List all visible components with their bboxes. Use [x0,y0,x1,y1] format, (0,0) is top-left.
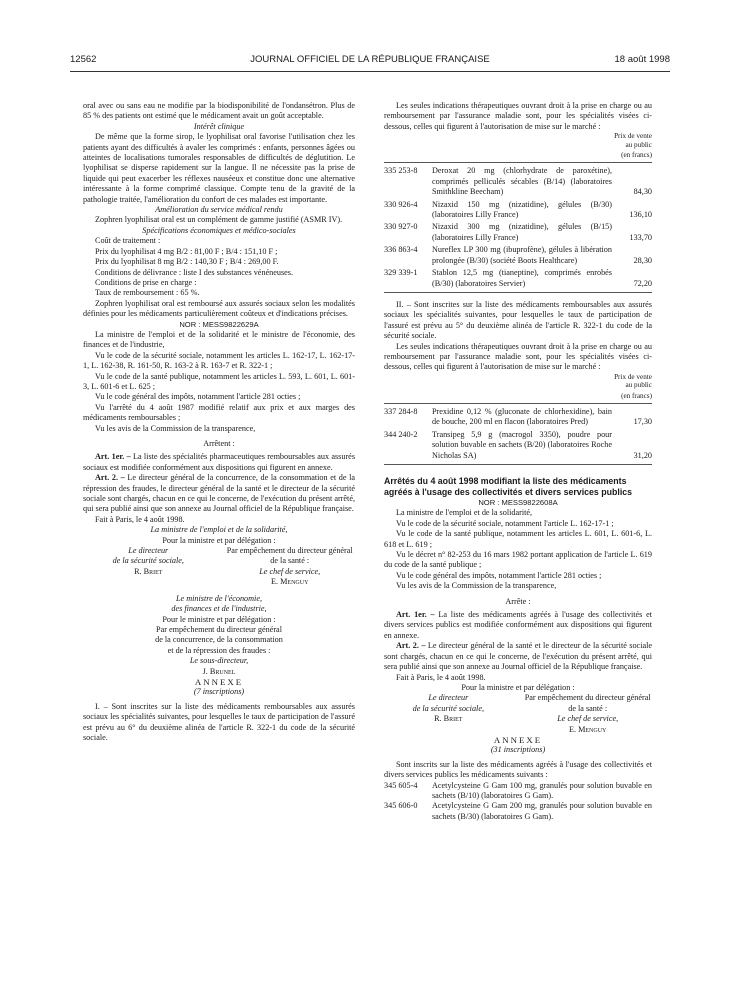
drug-text: Acetylcysteine G Gam 200 mg, granulés pour solution buvable en sachets (B/30) (laboratoires G Gam). [432,801,652,821]
divider [384,403,652,404]
page-header [70,54,670,68]
vu-line: Vu les avis de la Commission de la transparence, [95,423,256,433]
signature-title: Le chef de service, [557,714,619,724]
drug-price: 136,10 [629,210,652,220]
drug-row [384,245,652,266]
paragraph: Les seules indications thérapeutiques ouvrant droit à la prise en charge ou au remboursement par l'assurance maladie sont, pour les spécialités visées ci-dessous, celles qui figurent à l'autorisation de mise sur le marché : [384,101,652,131]
signature-block [384,693,652,735]
drug-code: 330 926-4 [384,199,418,209]
signature-title: Le directeur [428,693,469,703]
article-text: La liste des médicaments agréés à l'usage des collectivités et divers services publics est modifiée conformément aux dispositions qui figurent en annexe. [384,610,652,640]
drug-price: 72,20 [633,278,652,288]
signature-line: Pour le ministre et par délégation : [162,614,276,624]
drug-code: 337 284-8 [384,406,418,416]
vu-line: Vu le code de la santé publique, notamment les articles L. 593, L. 601, L. 601-3, L. 601-6 et L. 625 ; [83,371,355,391]
spec-line: Prix du lyophilisat 4 mg B/2 : 81,00 F ; B/4 : 151,10 F ; [95,246,278,256]
price-header-line: (en francs) [621,391,652,400]
signature-title: Le sous-directeur, [189,656,249,666]
drug-row [384,268,652,289]
paragraph: Zophren lyophilisat oral est un complément de gamme justifié (ASMR IV). [95,215,343,225]
drug-code: 336 863-4 [384,245,418,255]
section-heading: Amélioration du service médical rendu [155,205,283,215]
inscriptions-count: (31 inscriptions) [490,745,546,755]
article-2 [384,641,652,672]
drug-code: 344 240-2 [384,429,418,439]
drug-row [384,166,652,197]
signature-title: de la sécurité sociale, [412,703,485,713]
left-column [83,101,355,743]
signature-title: Le directeur [128,546,169,556]
spec-line: Coût de traitement : [95,236,161,246]
spec-line: Conditions de délivrance : liste I des substances vénéneuses. [95,267,294,277]
drug-code: 329 339-1 [384,268,418,278]
vu-line: Vu le code de la sécurité sociale, notamment l'article L. 162-17-1 ; [396,518,614,528]
price-header-line: Prix de vente [614,132,652,141]
price-header [384,373,652,400]
fait-a: Fait à Paris, le 4 août 1998. [95,514,185,524]
drug-row [384,430,652,461]
drug-row [384,781,652,802]
drug-price: 17,30 [633,417,652,427]
drug-price: 84,30 [633,187,652,197]
arretent: Arrêtent : [203,439,235,448]
divider [384,464,652,465]
signature-title: des finances et de l'industrie, [171,604,267,614]
article-label: Art. 1er. – [396,610,435,620]
drug-text: Nureflex LP 300 mg (ibuprofène), gélules à libération prolongée (B/30) (société Boots Healthcare) [432,245,612,265]
signature-line: de la concurrence, de la consommation [155,635,283,645]
drug-row [384,407,652,428]
header-rule [70,71,670,72]
drug-code: 330 927-0 [384,222,418,232]
signature-title: Le chef de service, [259,566,321,576]
annexe-heading: ANNEXE [194,676,244,687]
signature-line: Par empêchement du directeur général [156,624,282,634]
signatory-name: R. Briet [134,566,163,576]
drug-text: Transipeg 5,9 g (macrogol 3350), poudre pour solution buvable en sachets (B/20) (laboratoires Roche Nicholas SA) [432,429,612,460]
drug-code: 345 605-4 [384,780,418,790]
vu-line: Vu le décret n° 82-253 du 16 mars 1982 portant application de l'article L. 619 du code de la santé publique ; [384,550,652,570]
section-heading: Intérêt clinique [193,121,245,131]
section-heading: Spécifications économiques et médico-sociales [142,225,296,235]
signature-line: de la santé : [568,703,608,713]
drug-code: 335 253-8 [384,166,418,176]
article-label: Art. 2. – [95,473,125,483]
paragraph: La ministre de l'emploi et de la solidarité, [396,508,533,518]
paragraph: oral avec ou sans eau ne modifie par la biodisponibilité de l'ondansétron. Plus de 85 % des patients ont estimé que le médicament avait un goût acceptable. [83,101,355,121]
nor-reference: NOR : MESS9822629A [179,319,259,329]
price-header-line: Prix de vente [614,372,652,381]
signatory-name: R. Briet [434,714,463,724]
paragraph: Sont inscrits sur la liste des médicaments agréés à l'usage des collectivités et divers services publics les médicaments suivants : [384,759,652,780]
issue-date: 18 août 1998 [614,54,670,65]
vu-line: Vu les avis de la Commission de la transparence, [396,581,557,591]
drug-text: Stablon 12,5 mg (tianeptine), comprimés enrobés (B/30) (laboratoires Servier) [432,268,612,288]
article-2 [83,473,355,515]
article-text: La liste des spécialités pharmaceutiques remboursables aux assurés sociaux est modifiée conformément aux dispositions qui figurent en annexe. [83,452,356,472]
arrete: Arrête : [505,596,531,606]
paragraph: La ministre de l'emploi et de la solidarité et le ministre de l'économie, des finances et de l'industrie, [83,329,355,350]
spec-line: Taux de remboursement : 65 %. [95,288,200,298]
drug-text: Acetylcysteine G Gam 100 mg, granulés pour solution buvable en sachets (B/10) (laboratoires G Gam). [432,780,652,800]
signature-line: et de la répression des fraudes : [167,645,271,655]
drug-row [384,200,652,221]
vu-line: Vu le code de la santé publique, notamment les articles L. 601, L. 601-6, L. 618 et L. 619 ; [384,529,652,549]
drug-price: 133,70 [629,232,652,242]
price-header-line: au public [625,381,652,390]
nor-reference: NOR : MESS9822608A [478,498,558,507]
signature-line: Par empêchement du directeur général [524,693,651,703]
drug-text: Deroxat 20 mg (chlorhydrate de paroxétine), comprimés pelliculés sécables (B/14) (laboratoires Smithkline Beecham) [432,166,612,197]
spec-line: Conditions de prise en charge : [95,277,197,287]
article-text: Le directeur général de la santé et le directeur de la sécurité sociale sont chargés, chacun en ce qui le concerne, de l'exécution du présent arrêté, qui sera publié ainsi que son annexe au Journal officiel de la République française. [384,641,653,672]
drug-text: Nizaxid 300 mg (nizatidine), gélules (B/15) (laboratoires Lilly France) [432,222,612,242]
article-1 [83,452,355,473]
vu-line: Vu l'arrêté du 4 août 1987 modifié relatif aux prix et aux marges des médicaments remboursables ; [83,402,355,423]
article-text: Le directeur général de la concurrence, de la consommation et de la répression des fraudes, le directeur général de la santé et le directeur de la sécurité sociale sont chargés, chacun en ce qui le concerne, de l'exécution du présent arrêté, qui sera publié ainsi que son annexe au Journal officiel de la République française. [83,473,355,514]
signature-title: Le ministre de l'économie, [175,593,263,603]
right-column [384,101,652,822]
price-header-line: au public [625,140,652,149]
vu-line: Vu le code général des impôts, notamment l'article 281 octies ; [95,392,301,402]
page-number: 12562 [70,54,97,65]
signature-line: de la santé : [270,556,310,566]
drug-price: 31,20 [633,450,652,460]
drug-price: 28,30 [633,255,652,265]
article-label: Art. 1er. – [95,452,131,462]
annexe-heading: ANNEXE [493,734,543,745]
paragraph: II. – Sont inscrites sur la liste des médicaments remboursables aux assurés sociaux les spécialités suivantes, pour lesquelles le taux de participation de l'assuré est prévu au 5° du deuxième alinéa de l'article R. 322-1 du code de la sécurité sociale. [384,299,652,341]
divider [384,162,652,163]
price-header [384,132,652,159]
signatory-name: E. Menguy [271,577,309,587]
signature-title: La ministre de l'emploi et de la solidarité, [150,525,288,535]
divider [384,292,652,293]
drug-row [384,801,652,822]
spec-line: Prix du lyophilisat 8 mg B/2 : 140,30 F ; B/4 : 269,00 F. [95,257,279,267]
signature-line: Par empêchement du directeur général [226,546,353,556]
signature-title: de la sécurité sociale, [112,556,184,566]
paragraph: I. – Sont inscrites sur la liste des médicaments remboursables aux assurés sociaux les spécialités suivantes, pour lesquelles le taux de participation de l'assuré est prévu au 6° du deuxième alinéa de l'article R. 322-1 du code de la sécurité sociale. [83,701,355,742]
spec-line: Zophren lyophilisat oral est remboursé aux assurés sociaux selon les modalités définies pour les médicaments particulièrement coûteux et d'indications précises. [83,298,355,319]
inscriptions-count: (7 inscriptions) [193,687,245,697]
vu-line: Vu le code de la sécurité sociale, notamment les articles L. 162-17, L. 162-17-1, L. 162-38, R. 161-50, R. 163-2 à R. 163-7 et R. 322-1 ; [83,350,355,371]
signature-block [83,546,355,588]
drug-code: 345 606-0 [384,801,418,811]
paragraph: De même que la forme sirop, le lyophilisat oral favorise l'utilisation chez les patients ayant des difficultés à avaler les comprimés : enfants, personnes âgées ou atteintes de localisations tumorales responsables de difficultés de déglutition. Le lyophilisat se disperse rapidement sur la langue. Il ne nécessite pas la prise de liquide qui peut exacerber les réflexes nauséeux et constitue donc une alternative intéressante à la forme comprimé classique. Compte tenu de la gravité de la pathologie traitée, l'amélioration du confort de ces malades est importante. [83,132,355,204]
signatory-name: J. Brunel [202,666,236,676]
drug-row [384,222,652,243]
signature-line: Pour la ministre et par délégation : [162,535,276,545]
vu-line: Vu le code général des impôts, notamment l'article 281 octies ; [396,570,602,580]
paragraph: Les seules indications thérapeutiques ouvrant droit à la prise en charge ou au remboursement par l'assurance maladie sont, pour les spécialités visées ci-dessous, celles qui figurent à l'autorisation de mise sur le marché : [384,341,652,372]
signatory-name: E. Menguy [569,724,607,734]
price-header-line: (en francs) [621,151,652,160]
fait-a: Fait à Paris, le 4 août 1998. [396,672,486,682]
arrete-title: Arrêtés du 4 août 1998 modifiant la liste des médicaments agréés à l'usage des collectivités et divers services publics [384,476,633,497]
signature-line: Pour la ministre et par délégation : [461,682,575,692]
article-label: Art. 2. – [396,641,426,651]
drug-text: Prexidine 0,12 % (gluconate de chlorhexidine), bain de bouche, 200 ml en flacon (laboratoires Pred) [432,406,612,427]
article-1 [384,610,652,641]
drug-text: Nizaxid 150 mg (nizatidine), gélules (B/30) (laboratoires Lilly France) [432,199,612,220]
journal-title: JOURNAL OFFICIEL DE LA RÉPUBLIQUE FRANÇAISE [250,54,490,65]
